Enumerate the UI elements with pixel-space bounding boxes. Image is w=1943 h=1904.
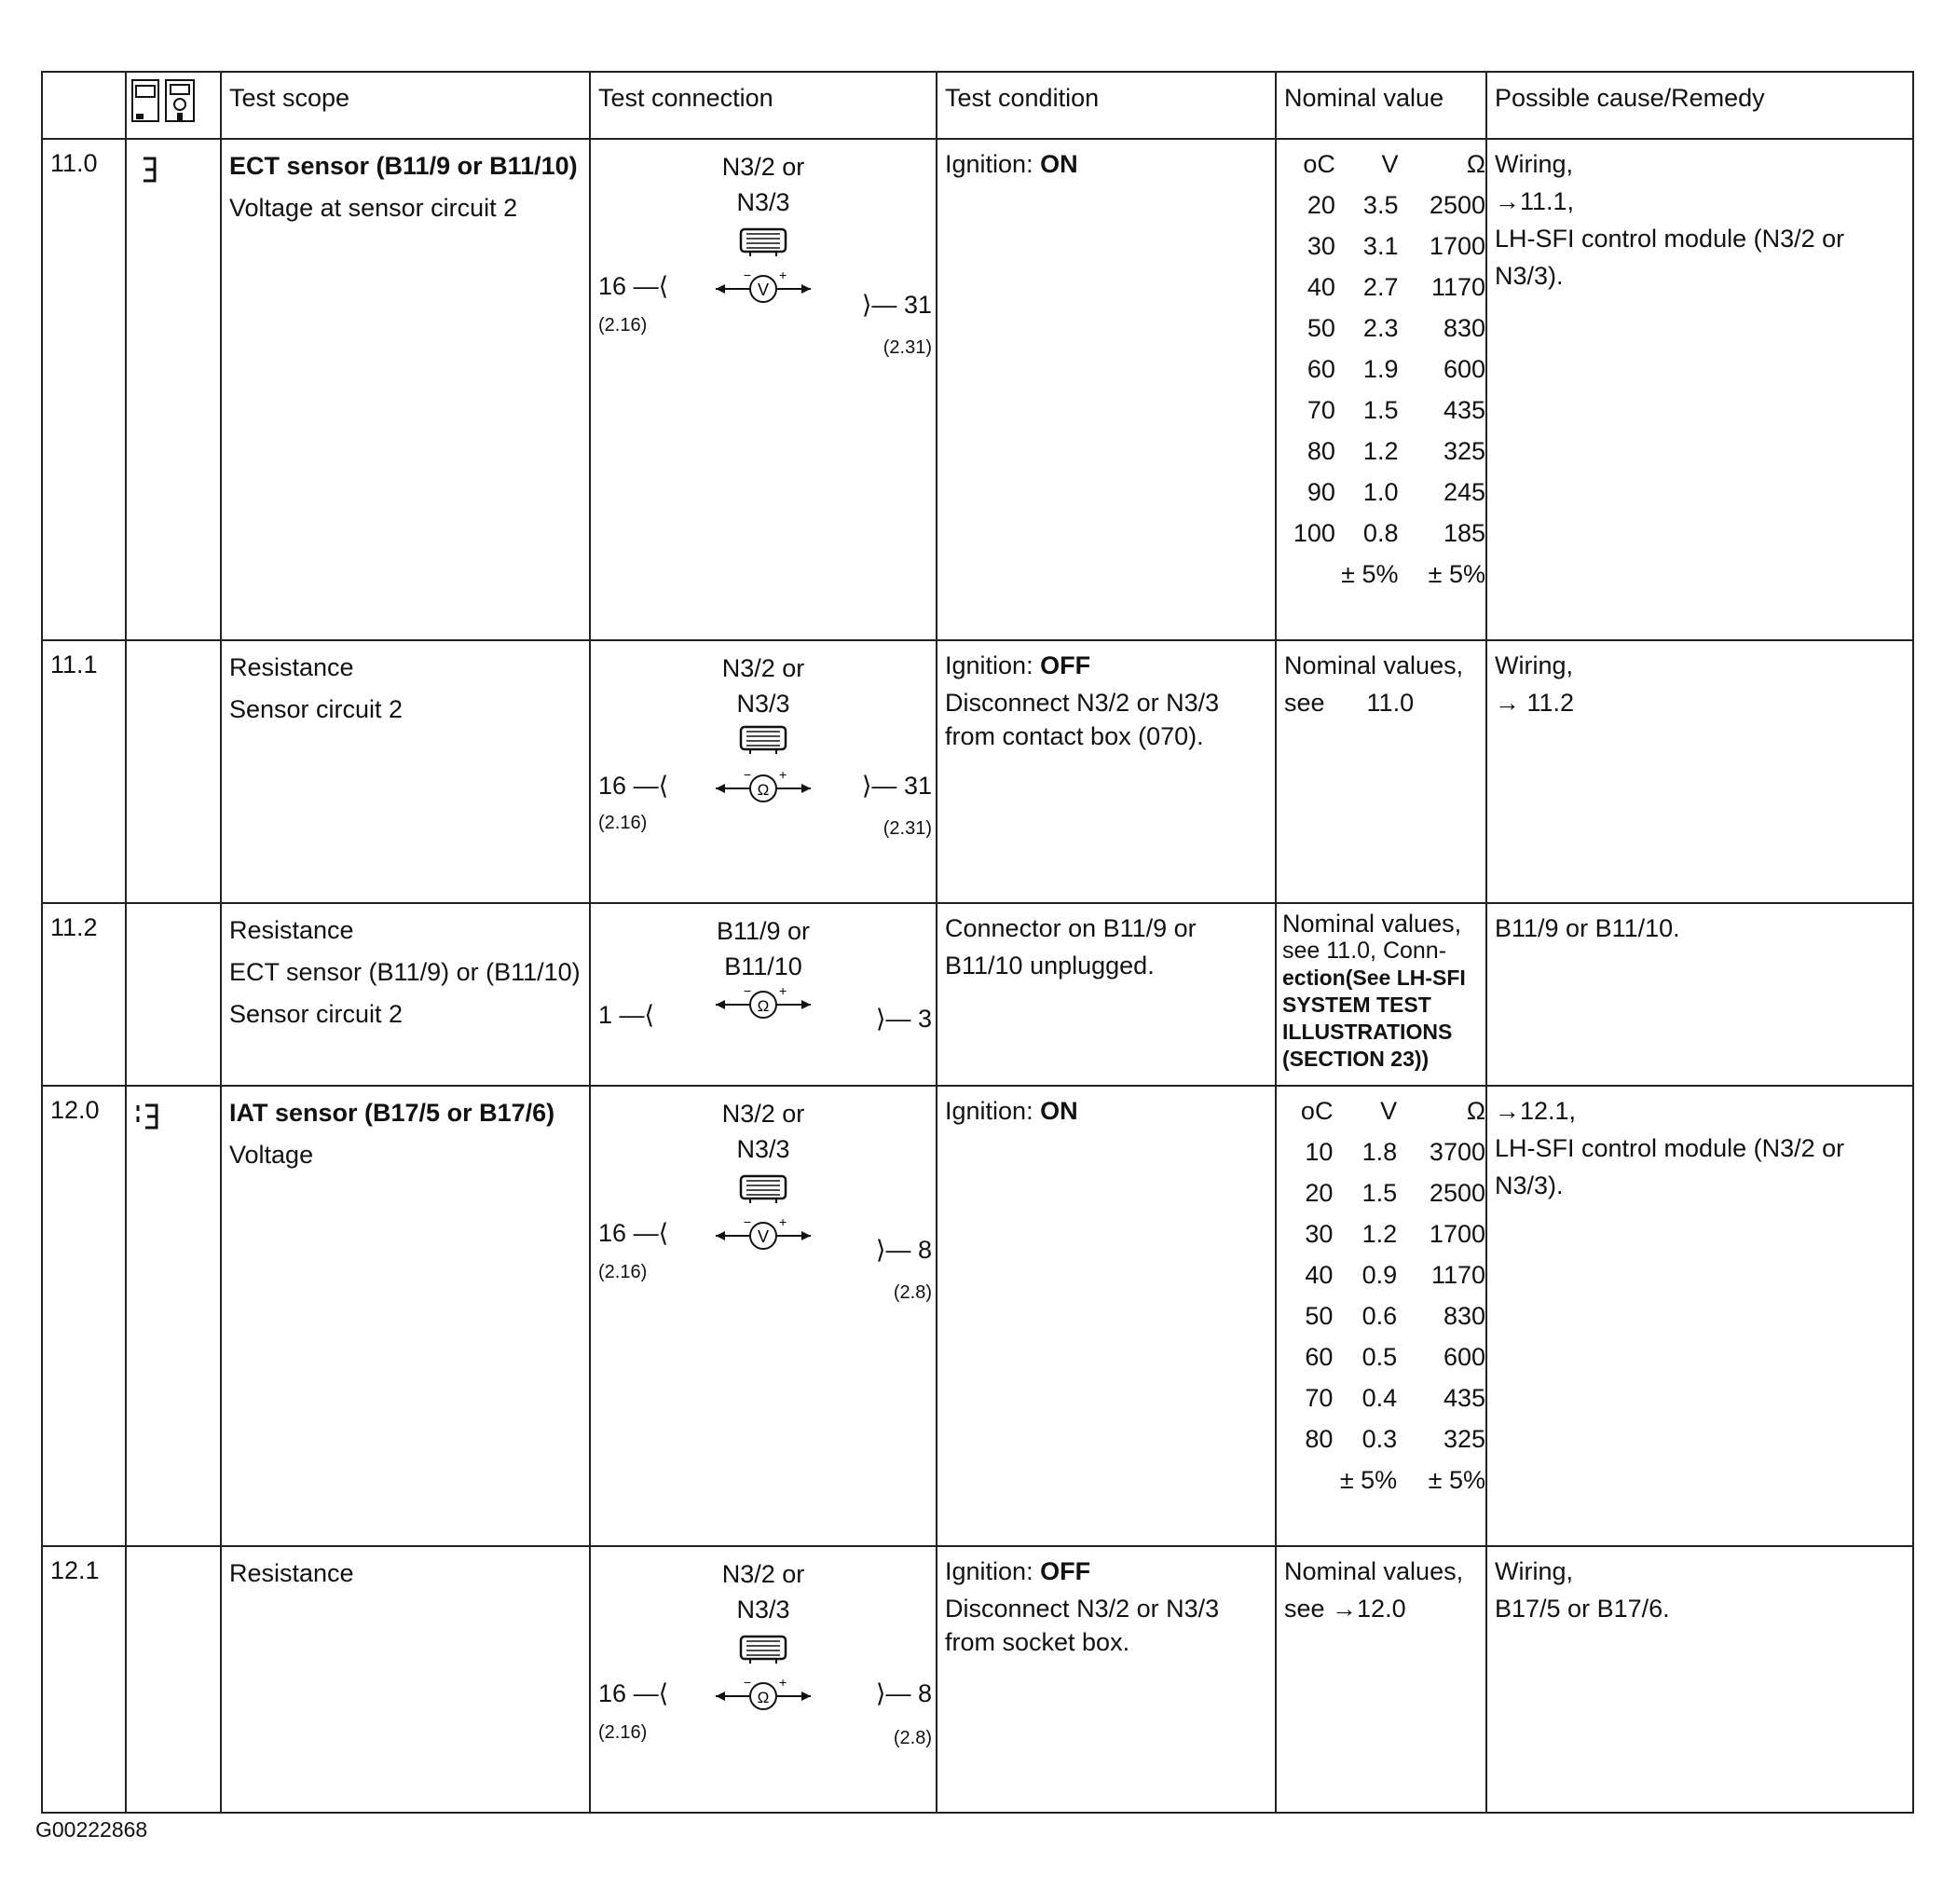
probe-icon: —⟨ — [633, 272, 669, 300]
possible-cause: Wiring, → 11.2 — [1486, 640, 1913, 903]
svg-text:+: + — [779, 1215, 787, 1229]
svg-text:+: + — [779, 268, 787, 282]
open-arrow-icon — [132, 1098, 170, 1135]
voltmeter-icon — [712, 268, 814, 306]
icon-cell — [126, 1086, 221, 1546]
svg-text:+: + — [779, 984, 787, 998]
icon-cell — [126, 139, 221, 640]
header-row — [42, 72, 1913, 139]
pin-right: 31 — [903, 291, 932, 319]
possible-cause: B11/9 or B11/10. — [1486, 903, 1913, 1086]
probe-icon: ⟩— — [861, 291, 897, 319]
ohmmeter-icon — [712, 768, 814, 805]
table-row — [42, 1546, 1913, 1813]
probe-icon: ⟩— — [861, 772, 897, 800]
nominal-table: oC V Ω 20 3.5 2500 30 3.1 1700 40 2.7 1170 50 2.3 830 60 1.9 600 70 1.5 435 80 1.2 325 90 1.0 245 100 0.8 185 ± 5% ± 5% — [1293, 150, 1485, 588]
icon-cell — [126, 903, 221, 1086]
test-number: 12.1 — [42, 1546, 126, 1813]
pin-left-ref: (2.16) — [598, 315, 648, 336]
test-connection: B11/9 or B11/10 1 —⟨ Ω − + ⟩— 3 — [590, 903, 937, 1086]
probe-icon: ⟩— — [875, 1679, 911, 1707]
voltmeter-icon — [712, 1215, 814, 1253]
control-module-plug-icon — [737, 226, 789, 257]
probe-icon: —⟨ — [633, 1219, 669, 1247]
test-scope — [221, 139, 590, 640]
test-scope: IAT sensor (B17/5 or B17/6) Voltage — [221, 1086, 590, 1546]
table-row — [42, 1086, 1913, 1546]
nominal-value: Nominal values, see →12.0 — [1276, 1546, 1486, 1813]
svg-text:−: − — [744, 984, 752, 998]
header-connection: Test connection — [590, 72, 937, 139]
nominal-value: Nominal values, see 11.0, Conn- ection(See LH-SFI SYSTEM TEST ILLUSTRATIONS (SECTION 23)) — [1276, 903, 1486, 1086]
figure-reference: G00222868 — [35, 1817, 148, 1842]
control-module-plug-icon — [737, 1172, 789, 1204]
icon-cell — [126, 1546, 221, 1813]
svg-text:+: + — [779, 768, 787, 782]
probe-icon: —⟨ — [619, 1001, 655, 1029]
possible-cause: Wiring, →11.1, LH-SFI control module (N3/2 or N3/3). — [1486, 139, 1913, 640]
possible-cause: →12.1, LH-SFI control module (N3/2 or N3/3). — [1486, 1086, 1913, 1546]
svg-text:Ω: Ω — [757, 781, 770, 799]
svg-text:Ω: Ω — [757, 997, 770, 1015]
tester-icon — [127, 73, 201, 127]
test-condition: Ignition: ON — [937, 1086, 1276, 1546]
svg-text:+: + — [779, 1676, 787, 1690]
icon-cell — [126, 640, 221, 903]
test-table — [41, 71, 1914, 1814]
scope-line: Voltage at sensor circuit 2 — [229, 194, 518, 222]
svg-text:−: − — [744, 768, 752, 782]
nominal-value: Nominal values, see 11.0 — [1276, 640, 1486, 903]
test-condition: Ignition: OFF Disconnect N3/2 or N3/3 from contact box (070). — [937, 640, 1276, 903]
test-scope: Resistance Sensor circuit 2 — [221, 640, 590, 903]
scope-title: ECT sensor (B11/9 or B11/10) — [229, 152, 578, 180]
header-scope: Test scope — [221, 72, 590, 139]
test-connection: N3/2 or N3/3 16 —⟨ (2.16) Ω − + ⟩— 31 (2.31) — [590, 640, 937, 903]
header-cause: Possible cause/Remedy — [1486, 72, 1913, 139]
test-scope: Resistance ECT sensor (B11/9) or (B11/10) Sensor circuit 2 — [221, 903, 590, 1086]
open-arrow-icon — [134, 151, 171, 188]
probe-icon: —⟨ — [633, 772, 669, 800]
svg-text:−: − — [744, 1215, 752, 1229]
header-nominal: Nominal value — [1276, 72, 1486, 139]
ohmmeter-icon — [712, 984, 814, 1021]
test-number: 11.1 — [42, 640, 126, 903]
test-number: 11.0 — [42, 139, 126, 640]
ohmmeter-icon — [712, 1676, 814, 1713]
probe-icon: ⟩— — [875, 1005, 911, 1033]
svg-text:Ω: Ω — [757, 1689, 770, 1706]
test-number: 11.2 — [42, 903, 126, 1086]
pin-right-ref: (2.31) — [883, 337, 932, 358]
connector-name: N3/2 or — [721, 153, 805, 181]
pin-left: 16 — [598, 272, 627, 300]
probe-icon: ⟩— — [875, 1236, 911, 1264]
test-condition: Ignition: OFF Disconnect N3/2 or N3/3 from socket box. — [937, 1546, 1276, 1813]
test-condition: Connector on B11/9 or B11/10 unplugged. — [937, 903, 1276, 1086]
test-condition: Ignition: ON — [937, 139, 1276, 640]
connector-name: N3/3 — [736, 188, 790, 216]
possible-cause: Wiring, B17/5 or B17/6. — [1486, 1546, 1913, 1813]
table-row — [42, 640, 1913, 903]
test-number: 12.0 — [42, 1086, 126, 1546]
nominal-value — [1276, 139, 1486, 640]
header-num — [42, 72, 126, 139]
table-row — [42, 139, 1913, 640]
svg-text:V: V — [757, 1227, 770, 1246]
header-condition: Test condition — [937, 72, 1276, 139]
test-connection: N3/2 or N3/3 16 —⟨ (2.16) V − + ⟩— 8 (2.8) — [590, 1086, 937, 1546]
test-connection: N3/2 or N3/3 16 —⟨ (2.16) Ω − + ⟩— 8 (2.8) — [590, 1546, 937, 1813]
nominal-table: oC V Ω 10 1.8 3700 20 1.5 2500 30 1.2 1700 40 0.9 1170 50 0.6 830 60 0.5 600 70 0.4 435 80 0.3 325 ± 5% ± 5% — [1300, 1097, 1485, 1494]
svg-text:−: − — [744, 268, 752, 282]
control-module-plug-icon — [737, 723, 789, 755]
test-connection — [590, 139, 937, 640]
test-scope: Resistance — [221, 1546, 590, 1813]
svg-text:V: V — [757, 281, 770, 299]
table-row — [42, 903, 1913, 1086]
header-icons — [126, 72, 221, 139]
svg-text:−: − — [744, 1676, 752, 1690]
probe-icon: —⟨ — [633, 1679, 669, 1707]
nominal-value — [1276, 1086, 1486, 1546]
control-module-plug-icon — [737, 1633, 789, 1664]
